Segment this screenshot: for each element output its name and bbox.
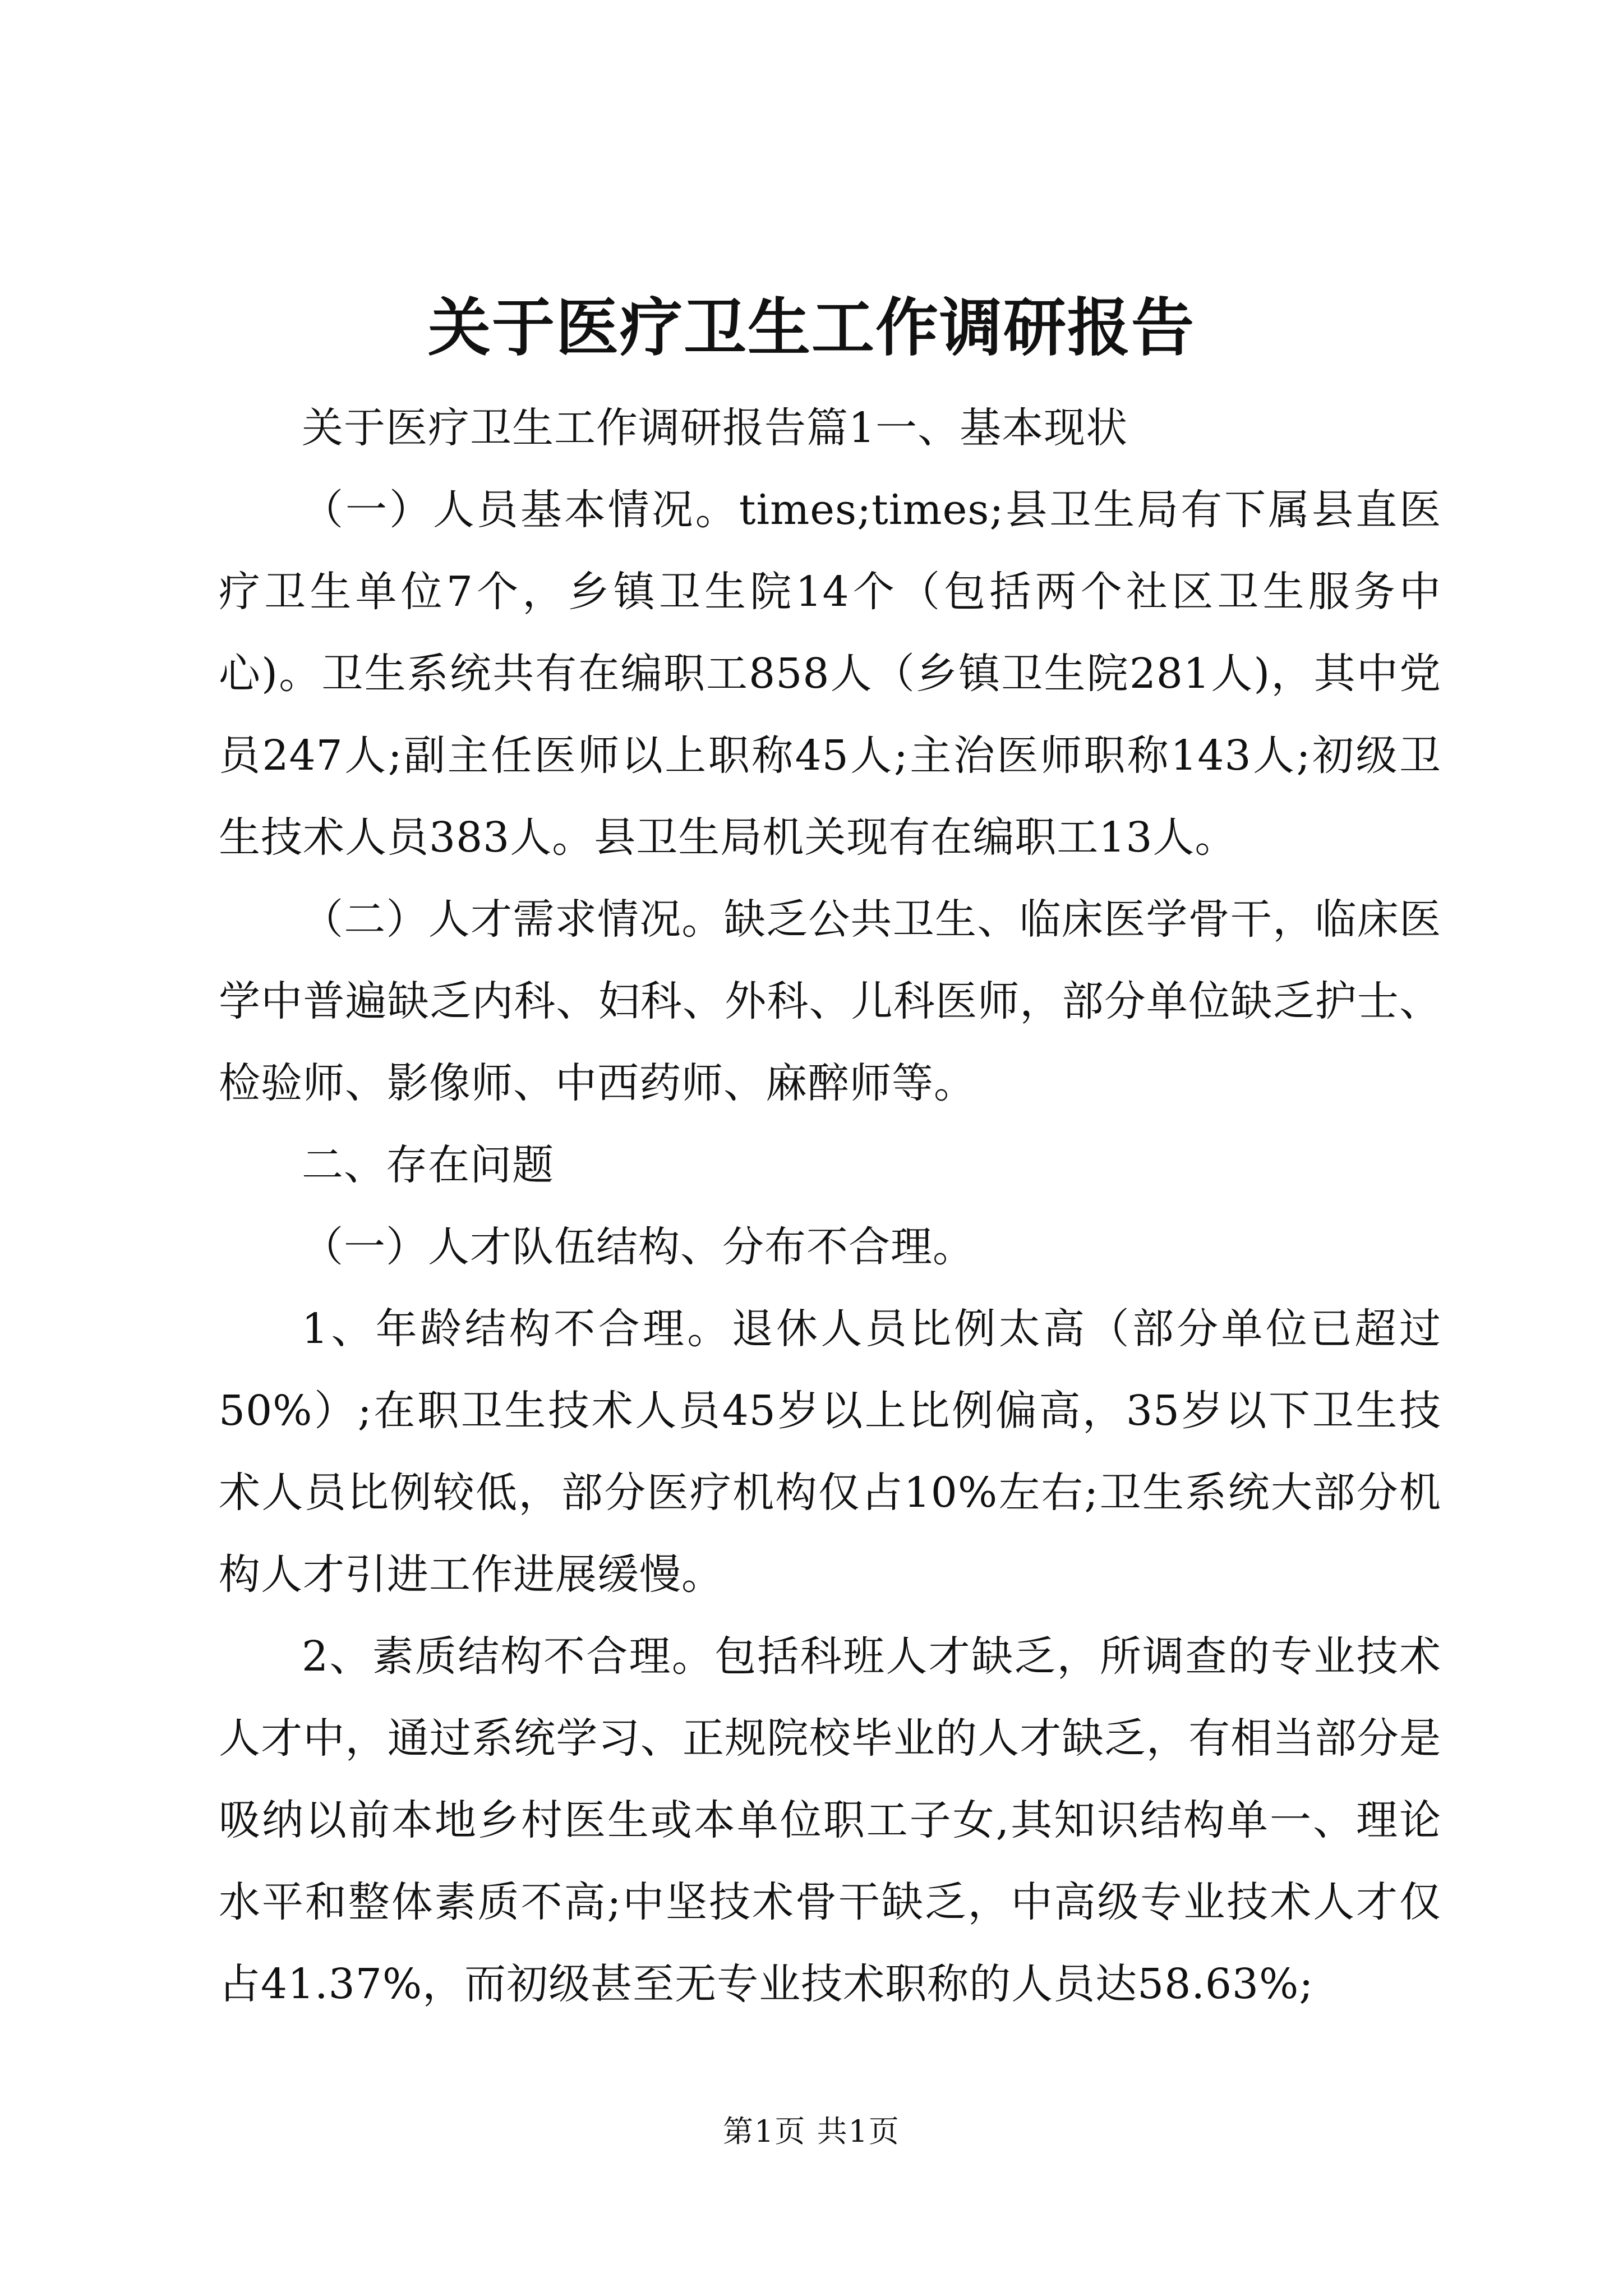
- document-title: 关于医疗卫生工作调研报告: [428, 291, 1195, 365]
- document-body: [219, 387, 1441, 2025]
- section-heading-problems: 二、存在问题: [302, 1141, 554, 1189]
- page-footer: 第1页 共1页: [723, 2114, 900, 2149]
- paragraph-staff-situation: （一）人员基本情况。times;times;县卫生局有下属县直医疗卫生单位7个，乡镇卫生院14个（包括两个社区卫生服务中心)。卫生系统共有在编职工858人（乡镇卫生院281人)，其中党员247人;副主任医师以上职称45人;主治医师职称143人;初级卫生技术人员383人。县卫生局机关现有在编职工13人。: [219, 486, 1441, 862]
- paragraph-intro: 关于医疗卫生工作调研报告篇1一、基本现状: [302, 404, 1128, 452]
- subheading-structure: （一）人才队伍结构、分布不合理。: [302, 1223, 975, 1271]
- paragraph-age-structure: 1、年龄结构不合理。退休人员比例太高（部分单位已超过50%）;在职卫生技术人员45岁以上比例偏高，35岁以下卫生技术人员比例较低，部分医疗机构仅占10%左右;卫生系统大部分机构人才引进工作进展缓慢。: [219, 1305, 1441, 1599]
- paragraph-quality-structure: 2、素质结构不合理。包括科班人才缺乏，所调查的专业技术人才中，通过系统学习、正规院校毕业的人才缺乏，有相当部分是吸纳以前本地乡村医生或本单位职工子女,其知识结构单一、理论水平和整体素质不高;中坚技术骨干缺乏，中高级专业技术人才仅占41.37%，而初级甚至无专业技术职称的人员达58.63%;: [219, 1632, 1441, 2008]
- paragraph-talent-demand: （二）人才需求情况。缺乏公共卫生、临床医学骨干，临床医学中普遍缺乏内科、妇科、外科、儿科医师，部分单位缺乏护士、检验师、影像师、中西药师、麻醉师等。: [219, 895, 1441, 1107]
